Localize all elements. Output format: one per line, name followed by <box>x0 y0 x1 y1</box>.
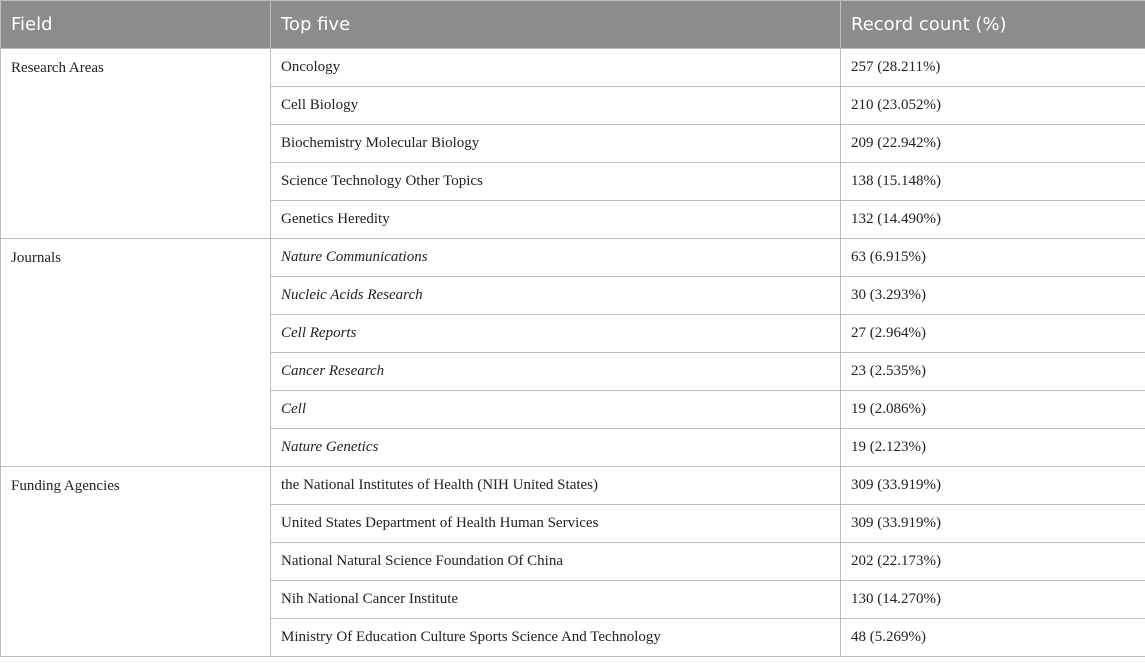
top-five-cell: Nature Communications <box>271 239 841 277</box>
record-count-cell: 63 (6.915%) <box>841 239 1145 277</box>
top-five-cell: Cell Biology <box>271 87 841 125</box>
record-count-cell: 309 (33.919%) <box>841 505 1145 543</box>
field-cell: Journals <box>1 239 271 467</box>
top-five-cell: National Natural Science Foundation Of China <box>271 543 841 581</box>
record-count-cell: 209 (22.942%) <box>841 125 1145 163</box>
top-five-cell: Nucleic Acids Research <box>271 277 841 315</box>
record-count-cell: 309 (33.919%) <box>841 467 1145 505</box>
record-count-cell: 210 (23.052%) <box>841 87 1145 125</box>
record-count-cell: 27 (2.964%) <box>841 315 1145 353</box>
table-row <box>1 239 1145 277</box>
top-five-cell: Oncology <box>271 49 841 87</box>
record-count-cell: 23 (2.535%) <box>841 353 1145 391</box>
top-five-cell: Genetics Heredity <box>271 201 841 239</box>
record-count-cell: 30 (3.293%) <box>841 277 1145 315</box>
table-row <box>1 467 1145 505</box>
top-five-cell: the National Institutes of Health (NIH United States) <box>271 467 841 505</box>
record-count-cell: 138 (15.148%) <box>841 163 1145 201</box>
top-five-cell: Cell <box>271 391 841 429</box>
header-row <box>1 1 1145 49</box>
record-count-cell: 130 (14.270%) <box>841 581 1145 619</box>
header-field: Field <box>1 1 271 49</box>
top-five-cell: Cell Reports <box>271 315 841 353</box>
record-count-cell: 132 (14.490%) <box>841 201 1145 239</box>
top-five-cell: Nature Genetics <box>271 429 841 467</box>
field-cell: Funding Agencies <box>1 467 271 657</box>
field-cell: Research Areas <box>1 49 271 239</box>
record-count-cell: 202 (22.173%) <box>841 543 1145 581</box>
header-record-count: Record count (%) <box>841 1 1145 49</box>
table-row <box>1 49 1145 87</box>
record-count-cell: 48 (5.269%) <box>841 619 1145 657</box>
top-five-cell: Biochemistry Molecular Biology <box>271 125 841 163</box>
top-five-cell: Ministry Of Education Culture Sports Science And Technology <box>271 619 841 657</box>
header-top-five: Top five <box>271 1 841 49</box>
record-count-cell: 257 (28.211%) <box>841 49 1145 87</box>
top-five-cell: Nih National Cancer Institute <box>271 581 841 619</box>
top-five-cell: Cancer Research <box>271 353 841 391</box>
record-count-cell: 19 (2.086%) <box>841 391 1145 429</box>
top-five-cell: Science Technology Other Topics <box>271 163 841 201</box>
top-five-cell: United States Department of Health Human Services <box>271 505 841 543</box>
record-count-cell: 19 (2.123%) <box>841 429 1145 467</box>
